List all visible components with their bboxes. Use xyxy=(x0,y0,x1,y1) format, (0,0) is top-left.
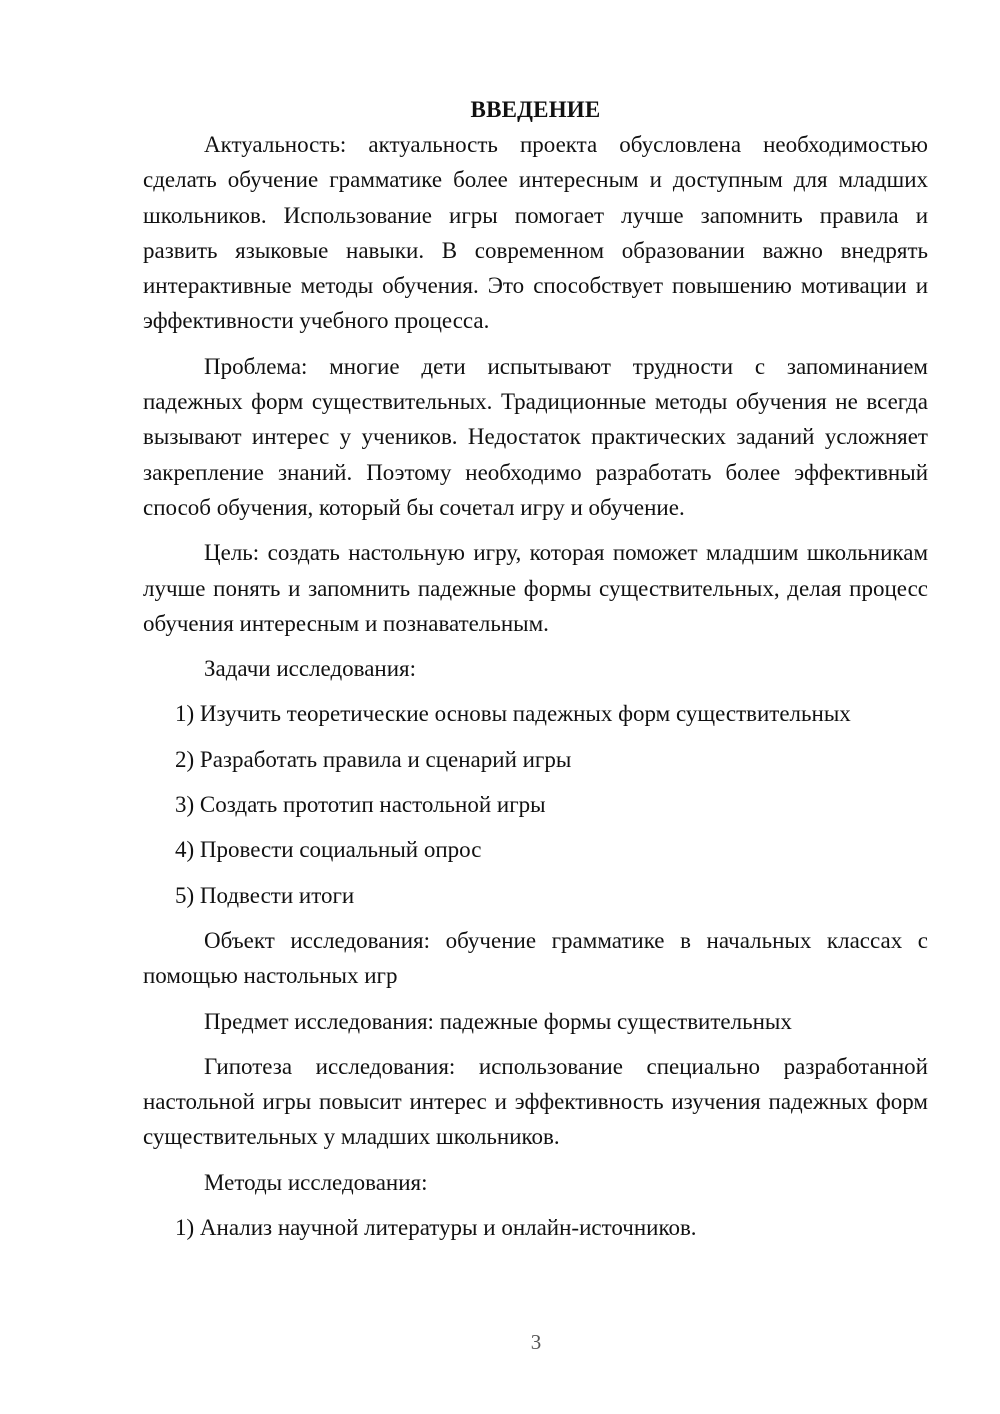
task-item: 1) Изучить теоретические основы падежных форм существительных xyxy=(175,701,851,727)
task-item: 4) Провести социальный опрос xyxy=(175,837,482,863)
page-number: 3 xyxy=(530,1330,542,1354)
methods-heading: Методы исследования: xyxy=(204,1169,428,1195)
method-item: 1) Анализ научной литературы и онлайн-источников. xyxy=(175,1215,697,1241)
tasks-heading: Задачи исследования: xyxy=(204,656,417,682)
hypothesis-paragraph: Гипотеза исследования: использование специально разработанной настольной игры повысит интерес и эффективность изучения падежных форм существительных у младших школьников. xyxy=(143,1053,928,1150)
goal-paragraph: Цель: создать настольную игру, которая поможет младшим школьникам лучше понять и запомнить падежные формы существительных, делая процесс обучения интересным и познавательным. xyxy=(143,540,928,636)
task-item: 5) Подвести итоги xyxy=(175,882,355,908)
problem-paragraph: Проблема: многие дети испытывают трудности с запоминанием падежных форм существительных. Традиционные методы обучения не всегда вызывают интерес у учеников. Недостаток практических заданий усложняет закрепление знаний. Поэтому необходимо разработать более эффективный способ обучения, который бы сочетал игру и обучение. xyxy=(143,353,928,520)
page-title: ВВЕДЕНИЕ xyxy=(470,97,601,122)
object-paragraph: Объект исследования: обучение грамматике в начальных классах с помощью настольных игр xyxy=(143,927,928,989)
task-item: 2) Разработать правила и сценарий игры xyxy=(175,746,572,772)
relevance-paragraph: Актуальность: актуальность проекта обусловлена необходимостью сделать обучение грамматике более интересным и доступным для младших школьников. Использование игры помогает лучше запомнить правила и развить языковые навыки. В современном образовании важно внедрять интерактивные методы обучения. Это способствует повышению мотивации и эффективности учебного процесса. xyxy=(143,132,928,334)
task-item: 3) Создать прототип настольной игры xyxy=(175,792,546,818)
page-content xyxy=(143,92,928,1245)
subject-paragraph: Предмет исследования: падежные формы существительных xyxy=(204,1008,792,1034)
